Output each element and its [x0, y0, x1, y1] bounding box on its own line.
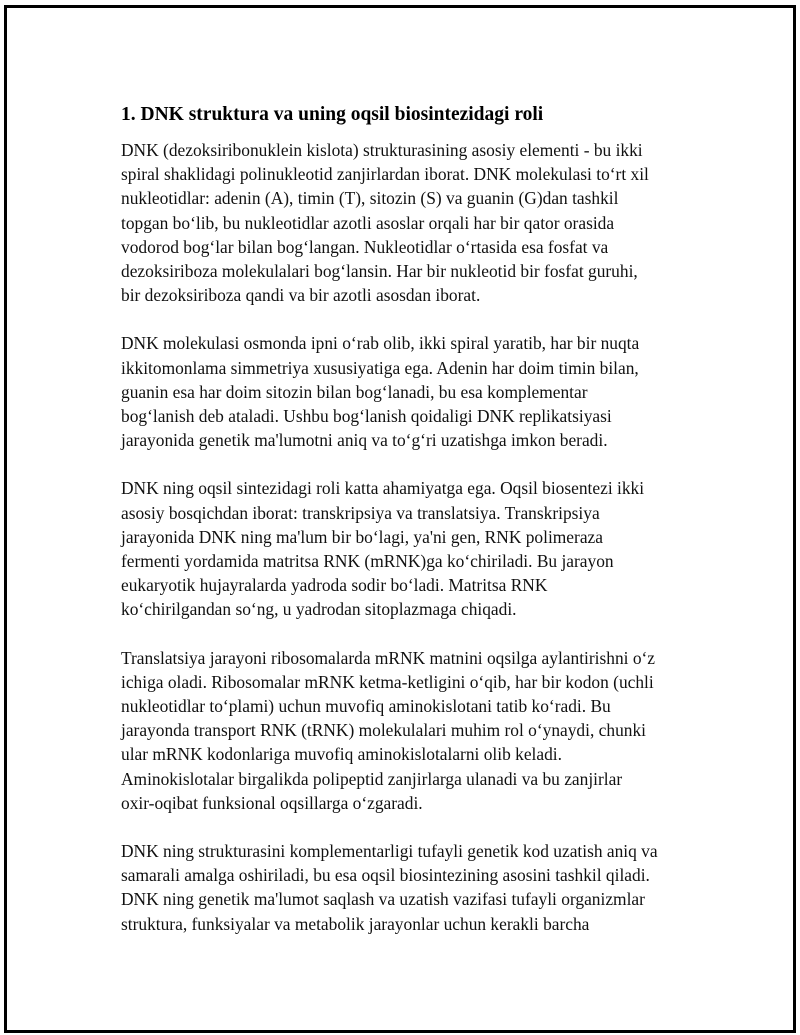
text-line: asosiy bosqichdan iborat: transkripsiya va translatsiya. Transkripsiya — [121, 502, 600, 523]
page-frame — [4, 5, 796, 1033]
text-line: topgan bo‘lib, bu nukleotidlar azotli asoslar orqali har bir qator orasida — [121, 212, 615, 233]
paragraph-conclusion — [121, 839, 701, 936]
text-line: spiral shaklidagi polinukleotid zanjirlardan iborat. DNK molekulasi to‘rt xil — [121, 164, 649, 185]
text-line: DNK ning genetik ma'lumot saqlash va uzatish vazifasi tufayli organizmlar — [121, 889, 645, 910]
text-line: oxir-oqibat funksional oqsillarga o‘zgaradi. — [121, 792, 423, 813]
text-line: DNK molekulasi osmonda ipni o‘rab olib, ikki spiral yaratib, har bir nuqta — [121, 333, 640, 354]
text-line: bog‘lanish deb ataladi. Ushbu bog‘lanish qoidaligi DNK replikatsiyasi — [121, 406, 612, 427]
text-line: ko‘chirilgandan so‘ng, u yadrodan sitoplazmaga chiqadi. — [121, 599, 517, 620]
text-line: nukleotidlar: adenin (A), timin (T), sitozin (S) va guanin (G)dan tashkil — [121, 188, 619, 209]
text-line: samarali amalga oshiriladi, bu esa oqsil biosintezining asosini tashkil qiladi. — [121, 865, 650, 886]
text-line: ular mRNK kodonlariga muvofiq aminokislotalarni olib keladi. — [121, 744, 562, 765]
text-line: jarayonida DNK ning ma'lum bir bo‘lagi, ya'ni gen, RNK polimeraza — [121, 526, 603, 547]
text-line: ikkitomonlama simmetriya xususiyatiga ega. Adenin har doim timin bilan, — [121, 357, 639, 378]
text-line: fermenti yordamida matritsa RNK (mRNK)ga ko‘chiriladi. Bu jarayon — [121, 551, 614, 572]
text-line: ichiga oladi. Ribosomalar mRNK ketma-ketligini o‘qib, har bir kodon (uchli — [121, 671, 654, 692]
text-line: DNK ning strukturasini komplementarligi tufayli genetik kod uzatish aniq va — [121, 841, 658, 862]
text-line: dezoksiriboza molekulalari bog‘lansin. Har bir nukleotid bir fosfat guruhi, — [121, 261, 638, 282]
text-line: vodorod bog‘lar bilan bog‘langan. Nukleotidlar o‘rtasida esa fosfat va — [121, 236, 609, 257]
text-line: Aminokislotalar birgalikda polipeptid zanjirlarga ulanadi va bu zanjirlar — [121, 768, 623, 789]
text-line: DNK ning oqsil sintezidagi roli katta ahamiyatga ega. Oqsil biosentezi ikki — [121, 478, 645, 499]
paragraph-transcription — [121, 476, 701, 621]
text-line: jarayonida genetik ma'lumotni aniq va to‘g‘ri uzatishga imkon beradi. — [121, 430, 608, 451]
document-title: 1. DNK struktura va uning oqsil biosintezidagi roli — [121, 104, 544, 125]
text-line: jarayonda transport RNK (tRNK) molekulalari muhim rol o‘ynaydi, chunki — [121, 720, 646, 741]
text-line: nukleotidlar to‘plami) uchun muvofiq aminokislotani tatib ko‘radi. Bu — [121, 696, 611, 717]
paragraph-dna-structure — [121, 138, 701, 307]
document-body — [121, 103, 701, 960]
paragraph-complementarity — [121, 331, 701, 452]
text-line: guanin esa har doim sitozin bilan bog‘lanadi, bu esa komplementar — [121, 381, 588, 402]
text-line: bir dezoksiriboza qandi va bir azotli asosdan iborat. — [121, 285, 481, 306]
text-line: struktura, funksiyalar va metabolik jarayonlar uchun kerakli barcha — [121, 913, 590, 934]
paragraph-translation — [121, 646, 701, 815]
text-line: eukaryotik hujayralarda yadroda sodir bo‘ladi. Matritsa RNK — [121, 575, 548, 596]
text-line: DNK (dezoksiribonuklein kislota) strukturasining asosiy elementi - bu ikki — [121, 140, 643, 160]
text-line: Translatsiya jarayoni ribosomalarda mRNK matnini oqsilga aylantirishni o‘z — [121, 647, 656, 668]
